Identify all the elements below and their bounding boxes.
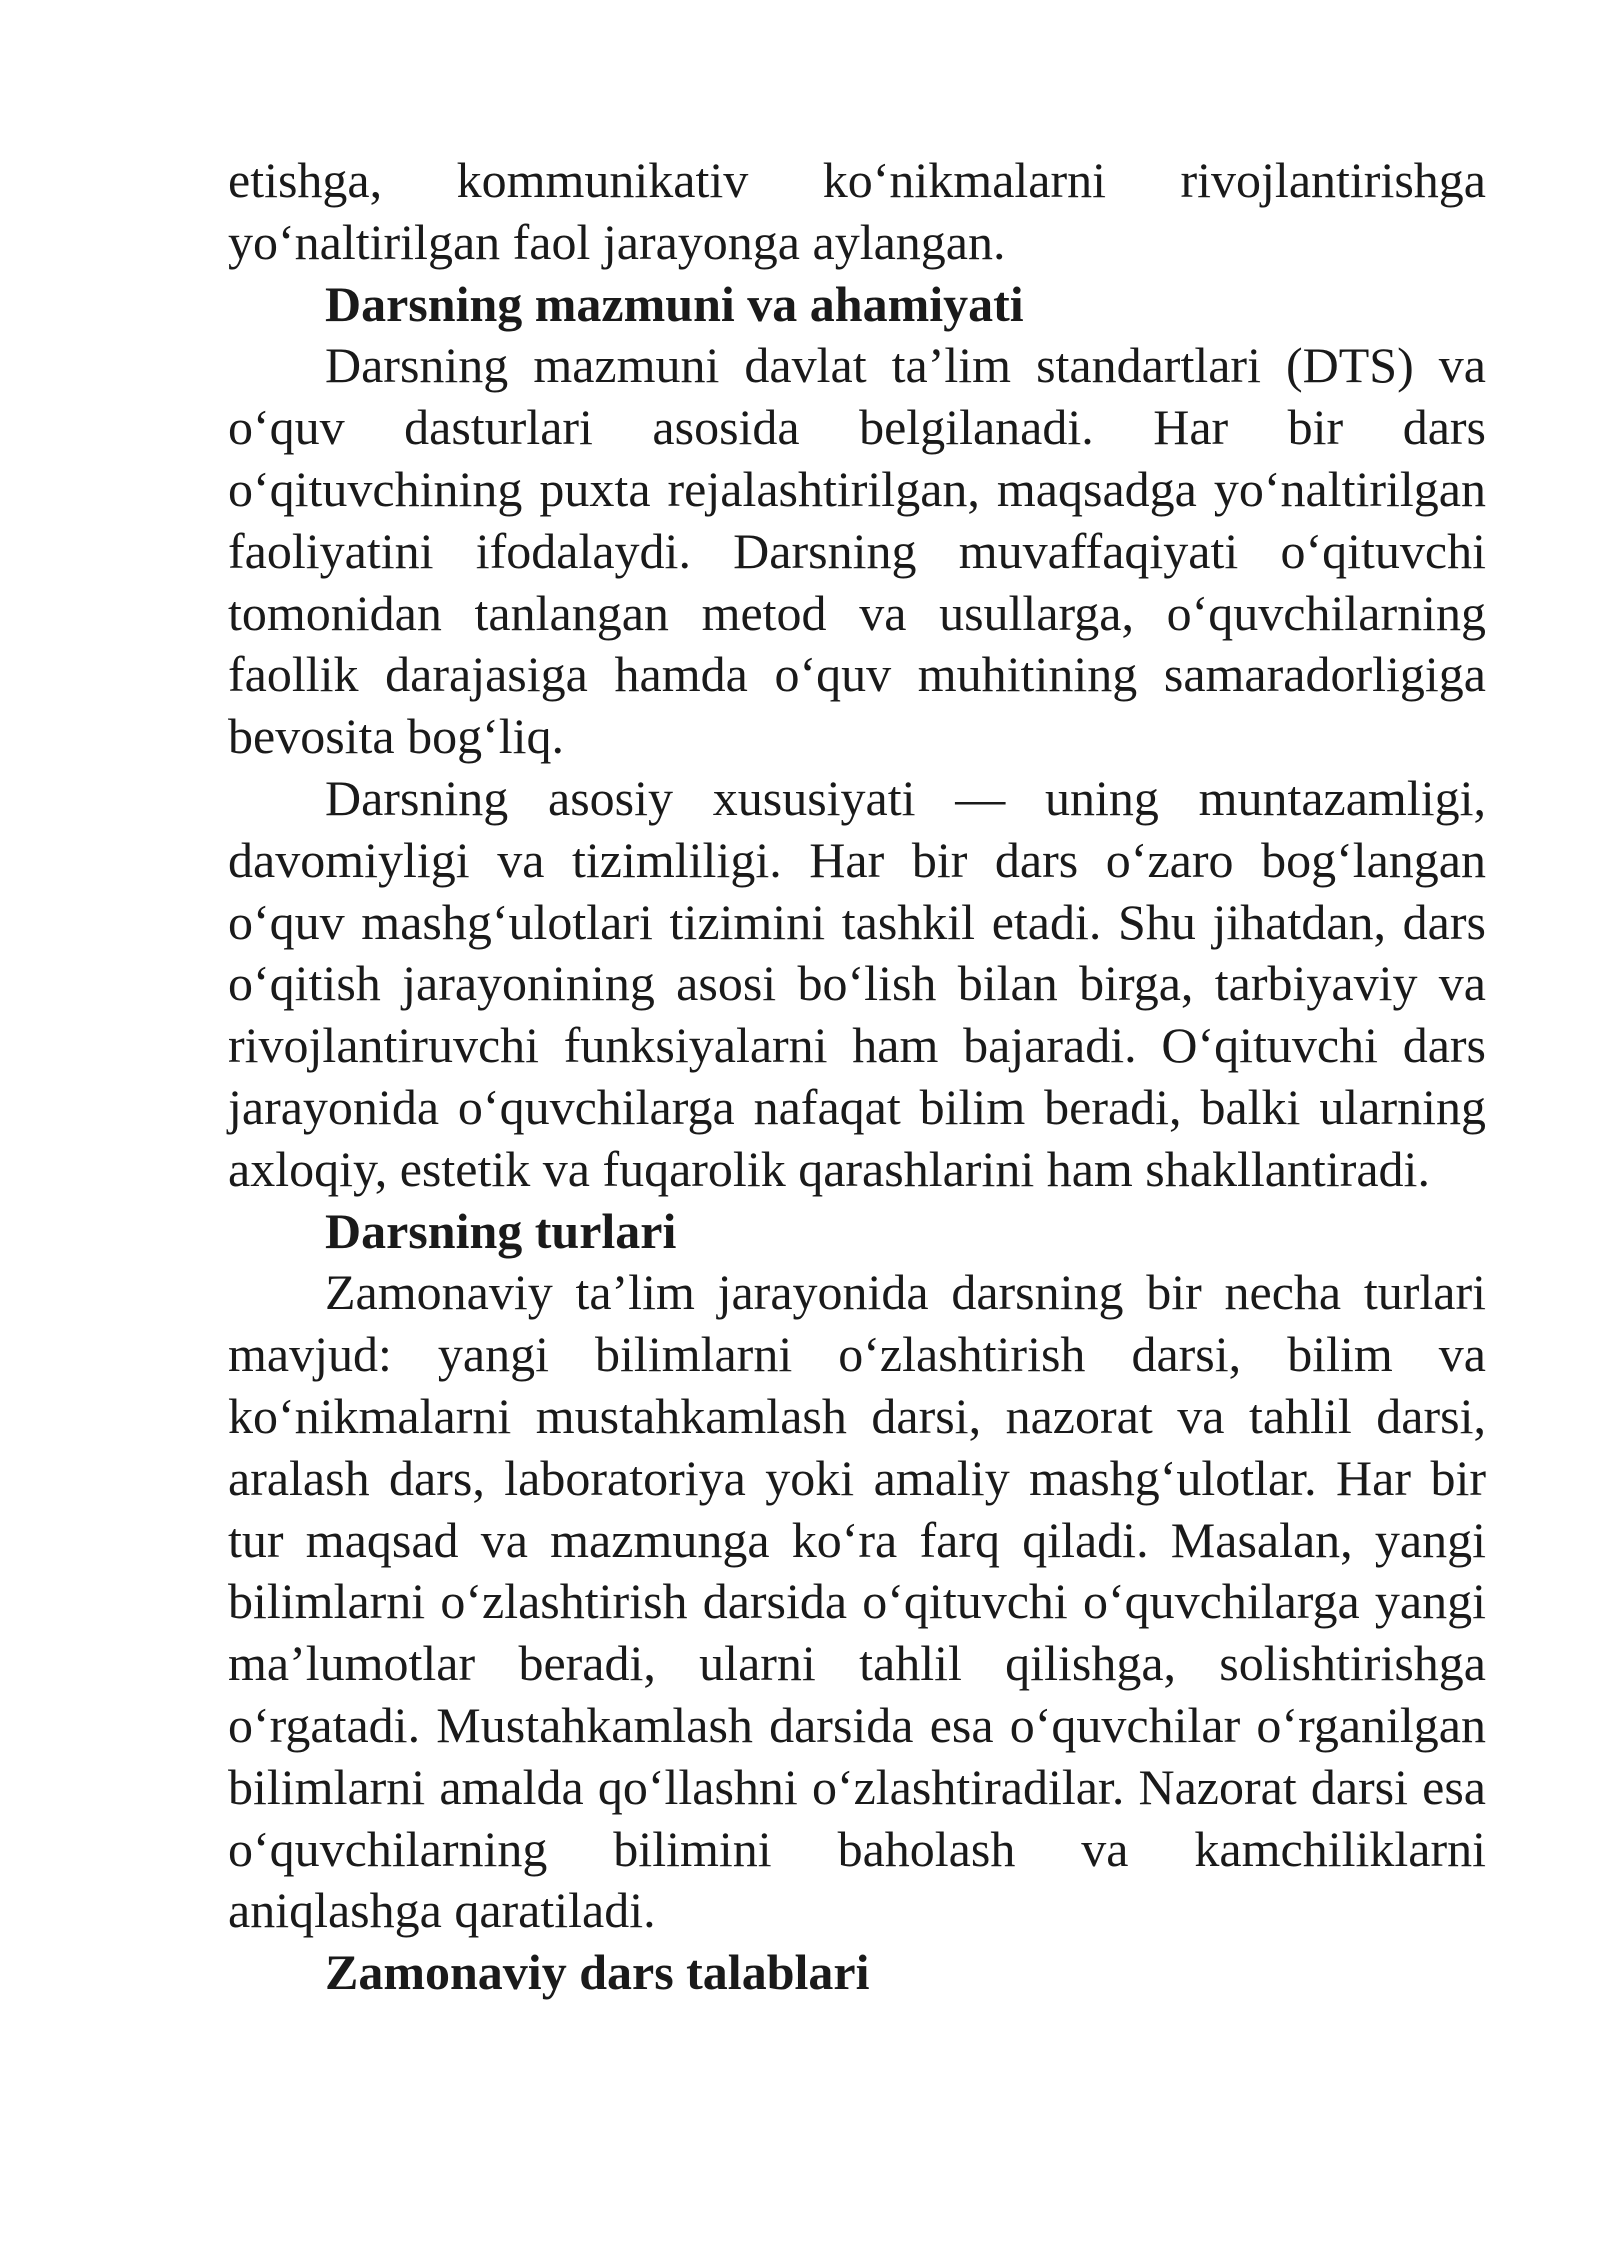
section-heading-lesson-types: Darsning turlari xyxy=(325,1202,677,1259)
paragraph-continuation: etishga, kommunikativ ko‘nikmalarni rivojlantirishga yo‘naltirilgan faol jarayonga aylangan. xyxy=(228,152,1486,270)
section-heading-content-importance: Darsning mazmuni va ahamiyati xyxy=(325,275,1024,332)
section-heading-modern-requirements: Zamonaviy dars talablari xyxy=(325,1944,870,2001)
document-page xyxy=(228,150,1486,2004)
paragraph-content: Darsning mazmuni davlat ta’lim standartlari (DTS) va o‘quv dasturlari asosida belgilanadi. Har bir dars o‘qituvchining puxta rejalashtirilgan, maqsadga yo‘naltirilgan faoliyatini ifodalaydi. Darsning muvaffaqiyati o‘qituvchi tomonidan tanlangan metod va usullarga, o‘quvchilarning faollik darajasiga hamda o‘quv muhitining samaradorligiga bevosita bog‘liq. xyxy=(228,337,1486,765)
paragraph-features: Darsning asosiy xususiyati — uning muntazamligi, davomiyligi va tizimliligi. Har bir dars o‘zaro bog‘langan o‘quv mashg‘ulotlari tizimini tashkil etadi. Shu jihatdan, dars o‘qitish jarayonining asosi bo‘lish bilan birga, tarbiyaviy va rivojlantiruvchi funksiyalarni ham bajaradi. O‘qituvchi dars jarayonida o‘quvchilarga nafaqat bilim beradi, balki ularning axloqiy, estetik va fuqarolik qarashlarini ham shakllantiradi. xyxy=(228,769,1486,1197)
paragraph-lesson-types: Zamonaviy ta’lim jarayonida darsning bir necha turlari mavjud: yangi bilimlarni o‘zlashtirish darsi, bilim va ko‘nikmalarni mustahkamlash darsi, nazorat va tahlil darsi, aralash dars, laboratoriya yoki amaliy mashg‘ulotlar. Har bir tur maqsad va mazmunga ko‘ra farq qiladi. Masalan, yangi bilimlarni o‘zlashtirish darsida o‘qituvchi o‘quvchilarga yangi ma’lumotlar beradi, ularni tahlil qilishga, solishtirishga o‘rgatadi. Mustahkamlash darsida esa o‘quvchilar o‘rganilgan bilimlarni amalda qo‘llashni o‘zlashtiradilar. Nazorat darsi esa o‘quvchilarning bilimini baholash va kamchiliklarni aniqlashga qaratiladi. xyxy=(228,1264,1486,1939)
